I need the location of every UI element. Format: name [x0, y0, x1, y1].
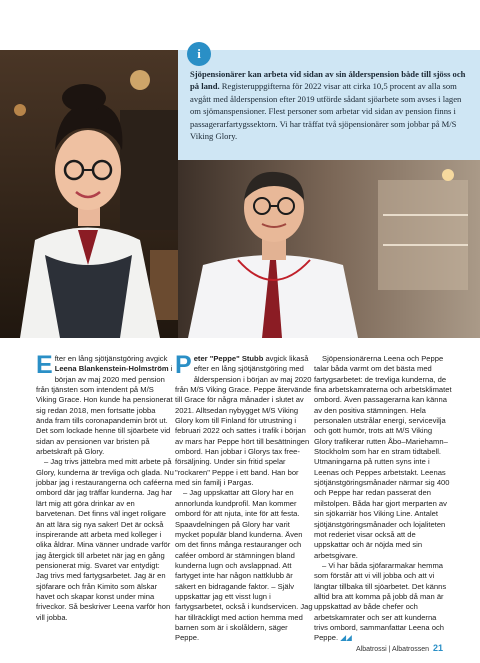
- closing-quote-text: – Vi har båda sjöfararmakar hemma som förstår att vi vill jobba och att vi längtar tillbaka till sjöarbetet. Det känns alltid bra att komma på jobb då man är uppskattad av både chefer och arbetskamrater och ser att kunderna trivs ombord, sammanfattar Leena och Peppe.: [314, 560, 447, 643]
- info-box-text: [190, 68, 470, 142]
- leena-quote: – Jag trivs jättebra med mitt arbete på Glory, kunderna är trevliga och glada. Nu jobbar jag i restaurangerna och caféerna ombord där jag träffar kunderna. Jag har lärt mig att göra drinkar av en barvetenan. Det finns väl inget roligare än att lära sig nya saker! Det är också inspirerande att arbeta med kolleger i olika åldrar. Mina vänner undrade varför jag återgick till arbetet när jag en gång pensionerat mig. Svaret var entydigt: Jag trivs med fartygsarbetet. Jag är en sjöfarare och från Kimito som älskar havet och skapar konst under mina friveckor. Så beskriver Leena varför hon vill jobba.: [36, 457, 174, 622]
- dropcap-e: E: [36, 351, 53, 379]
- info-box: [178, 50, 480, 160]
- col1-intro-start: fter en lång sjötjänstgöring avgick: [54, 354, 168, 363]
- page-footer: [356, 643, 443, 653]
- col2-intro-rest: avgick likaså efter en lång sjötjänstgöring med ålderspension i början av maj 2020 från M/S Viking Grace. Peppe återvände till Grace för några månader i slutet av 2021. Alltsedan nybygget M/S Viking Glory kom till Finland för utrustning i februari 2022 och sattes i trafik i början av mars har Peppe hört till besättningen ombord. Han jobbar i Glorys tax free-försäljning. Under sin fritid spelar "rockaren" Peppe i ett band. Han bor med sin familj i Pargas.: [175, 354, 312, 488]
- end-mark-icon: ◢◢: [340, 633, 352, 643]
- info-icon: i: [187, 42, 211, 66]
- shared-paragraph: Sjöpensionärerna Leena och Peppe talar båda varmt om det bästa med fartygsarbetet: de trevliga kunderna, de fina arbetskamraterna och arbetsklimatet ombord. Även passagerarna kan känna av den positiva stämningen. Hela personalen utstrålar energi, servicevilja och gott humör, trots att M/S Viking Glory trafikerar rutten Åbo–Mariehamn–Stockholm som har en stram tidtabell. Utmaningarna på rutten syns inte i Leenas och Peppes arbetstakt. Leenas sjötjänstgöringsmånader närmar sig 400 och Peppe har redan passerat den milstolpen. Båda har gjort merparten av sin sjökarriär hos Viking Line. Antalet sjötjänstgöringsmånader och lojaliteten mot rederiet visar också att de uppskattar och är nöjda med sin arbetsgivare.: [314, 354, 452, 560]
- photo-peppe: [178, 160, 480, 338]
- leena-intro: [36, 351, 174, 457]
- article-column-1: [36, 351, 174, 623]
- peppe-intro: [175, 351, 313, 488]
- publication-name: Albatrossi | Albatrossen: [356, 646, 430, 653]
- info-body: Registeruppgifterna för 2022 visar att cirka 10,5 procent av alla som avgått med ålderspension efter 2019 utförde sådant sjöarbete som avses i lagen om sjömanspensioner. Flest personer som arbetar vid sidan av pension finns i passagerarfartygssektorn. Vi har träffat två sjöpensionärer som jobbar på M/S Viking Glory.: [190, 81, 462, 142]
- photo-leena: [0, 50, 178, 338]
- leena-photo-illustration: [0, 50, 178, 338]
- peppe-photo-illustration: [178, 160, 480, 338]
- peppe-quote: – Jag uppskattar att Glory har en annorlunda kundprofil. Man kommer ombord för att njuta, inte för att festa. Spaavdelningen på Glory har varit mycket populär bland kunderna. Även om det finns många restauranger och caféer ombord är stämningen bland kunderna lugn och avslappnad. Att fartyget inte har någon nattklubb är säkert en bidragande faktor. – Själv uppskattar jag ett visst lugn i fartygsarbetet, också i kundservicen. Jag har tillräckligt med action hemma med barnen som är i skolåldern, säger Peppe.: [175, 488, 313, 643]
- dropcap-p: P: [175, 351, 192, 379]
- col1-intro-rest: i början av maj 2020 med pension från tjänsten som intendent på M/S Viking Grace. Hon kunde ha pensionerat sig redan 2018, men fortsatte jobba ända fram tills coronapandemin bröt ut. Det som lockade henne till sjöarbete vid sidan av pensionen var bristen på arbetskraft på Glory.: [36, 364, 173, 457]
- page-number: 21: [433, 643, 444, 653]
- article-column-2: [175, 351, 313, 644]
- closing-quote: [314, 561, 452, 644]
- leena-name: Leena Blankenstein-Holmström: [54, 364, 169, 374]
- article-column-3: [314, 354, 452, 644]
- info-lead: Sjöpensionärer kan arbeta vid sidan av sin ålderspension både till sjöss och på land.: [190, 69, 466, 92]
- peppe-name: eter "Peppe" Stubb: [193, 354, 264, 363]
